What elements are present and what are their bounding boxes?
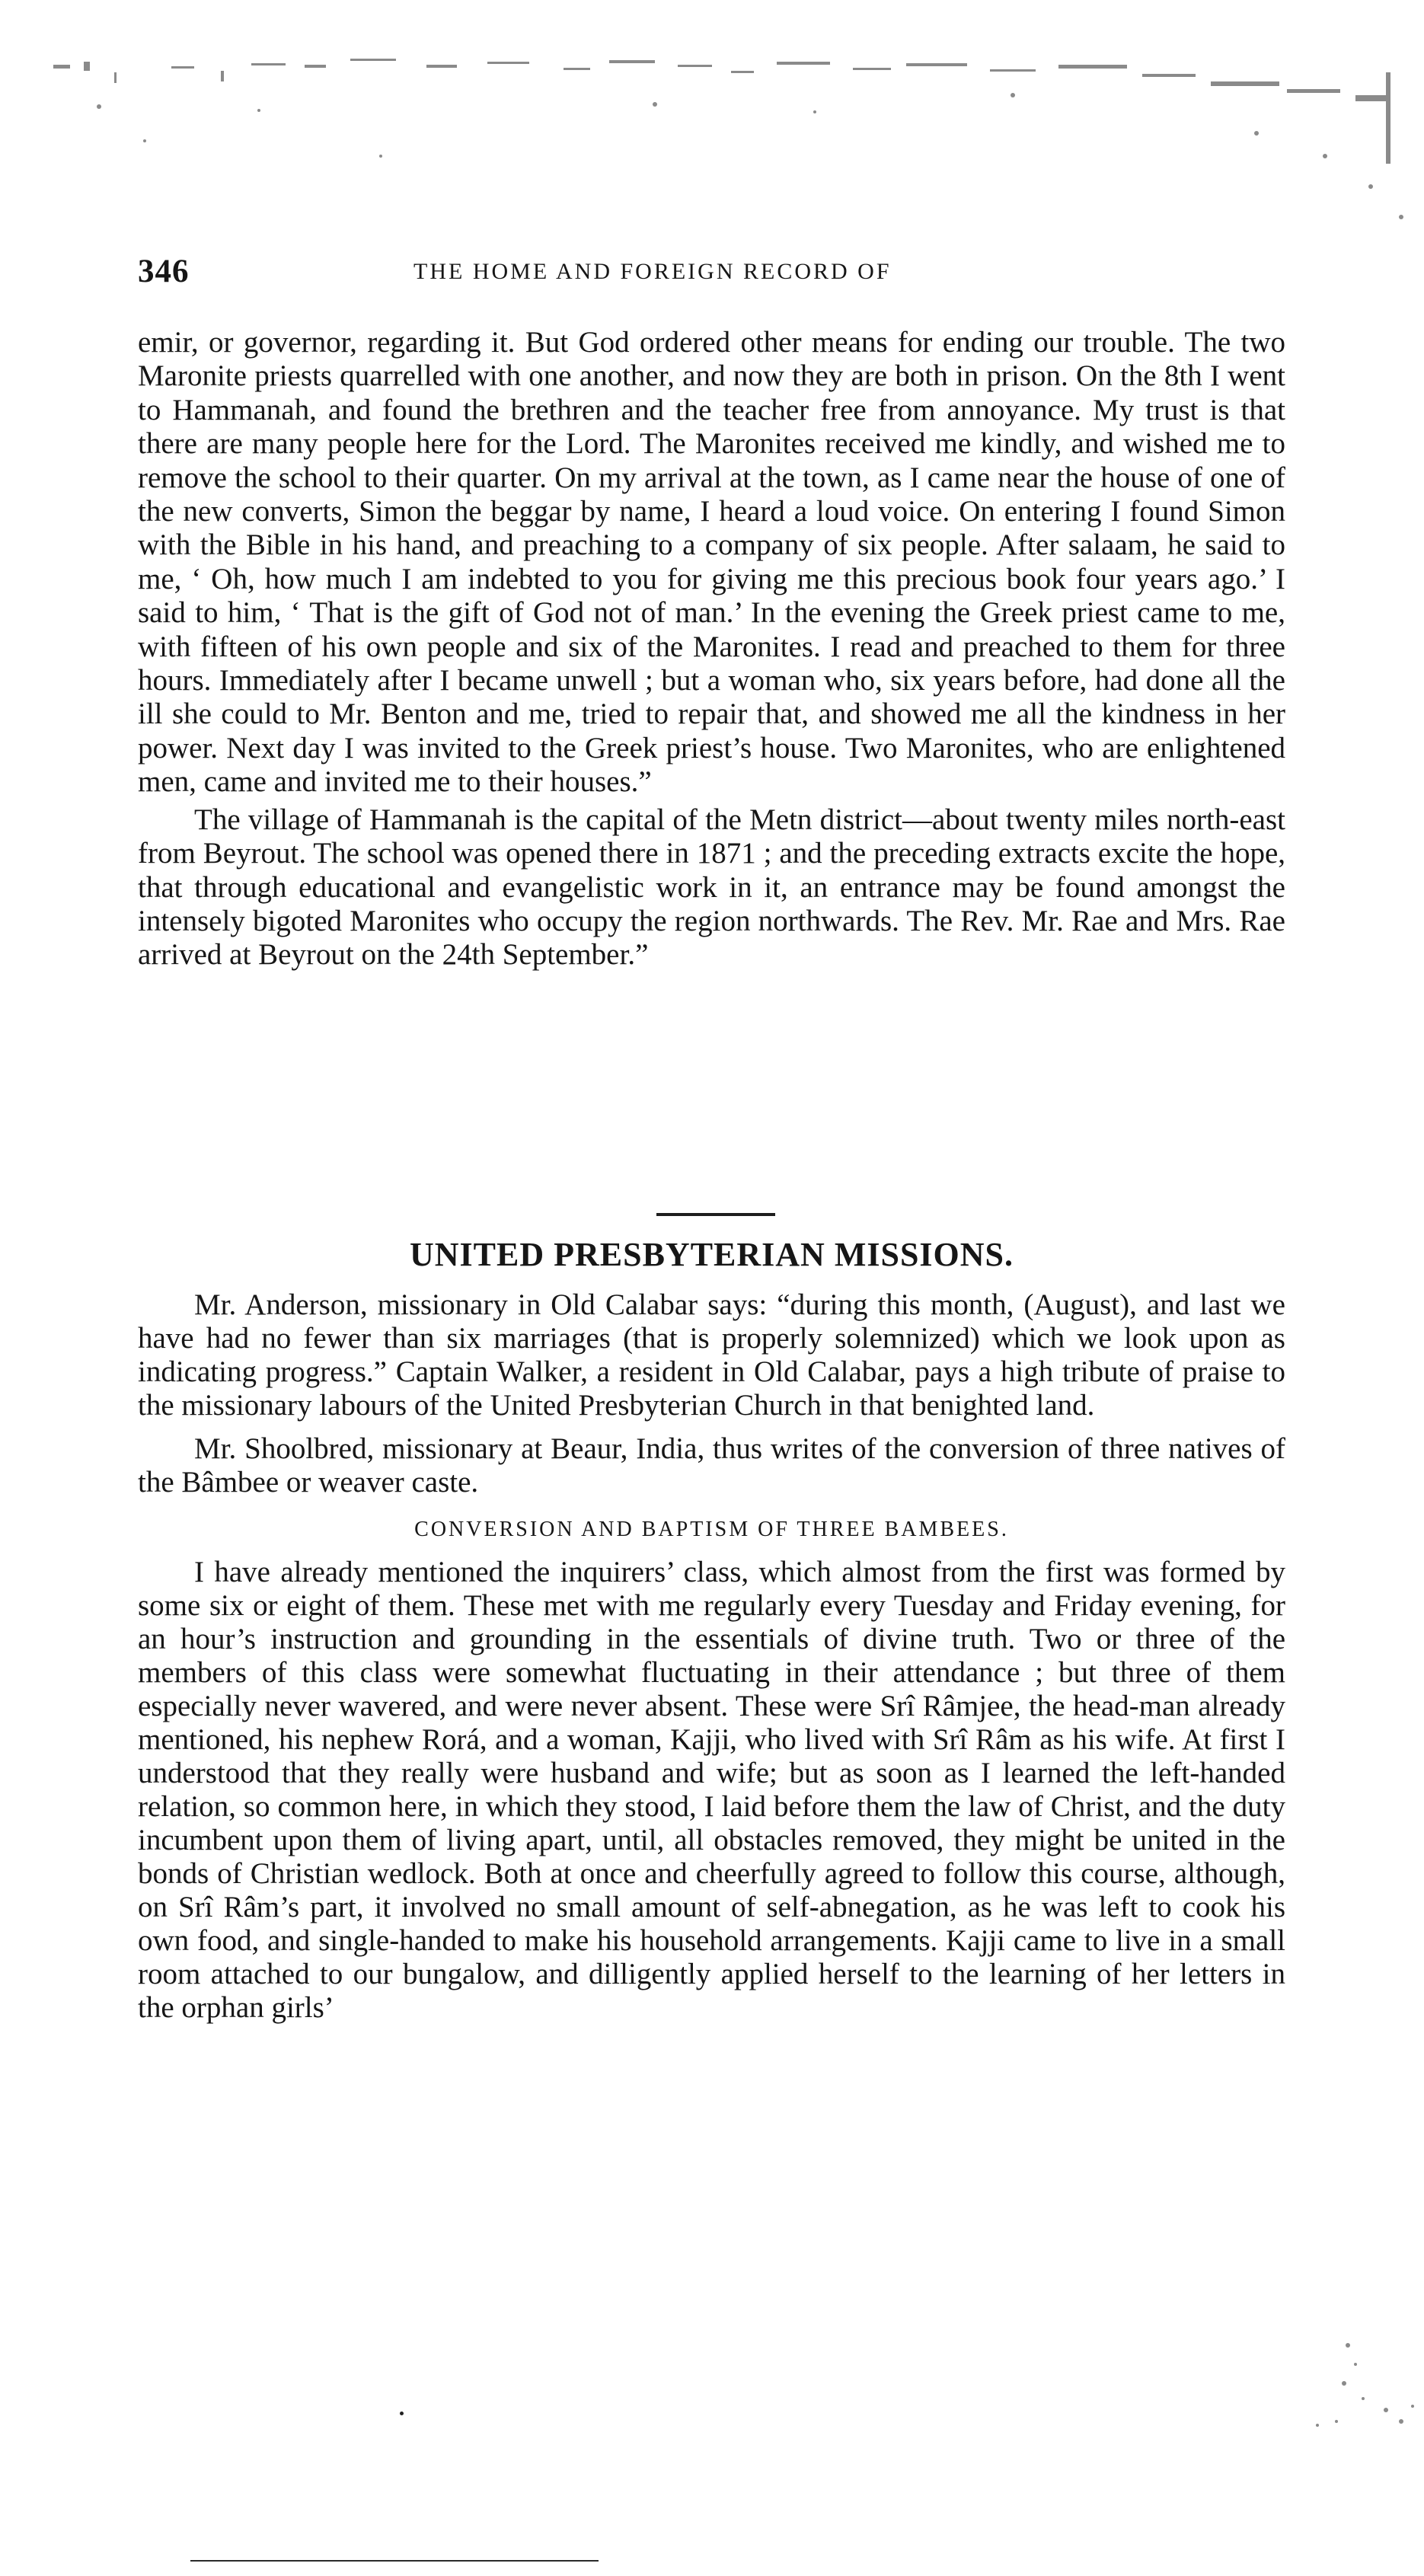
section-divider <box>656 1213 775 1216</box>
section-paragraph: Mr. Shoolbred, missionary at Beaur, India, thus writes of the conversion of three natives of the Bâmbee or weaver caste. <box>138 1432 1285 1499</box>
section-paragraph: Mr. Anderson, missionary in Old Calabar says: “during this month, (August), and last we have had no fewer than six marriages (that is properly solemnized) which we look upon as indicating progress.” Captain Walker, a resident in Old Calabar, pays a high tribute of praise to the missionary labours of the United Presbyterian Church in that benighted land. <box>138 1288 1285 1422</box>
scan-noise-specks <box>30 42 1424 240</box>
footer-rule <box>190 2560 599 2562</box>
body-paragraph: The village of Hammanah is the capital of the Metn district—about twenty miles north-east from Beyrout. The school was opened there in 1871 ; and the preceding extracts excite the hope, that through educational and evangelistic work in it, an entrance may be found amongst the intensely bigoted Maronites who occupy the region northwards. The Rev. Mr. Rae and Mrs. Rae arrived at Beyrout on the 24th September.” <box>138 803 1285 972</box>
body-paragraph: emir, or governor, regarding it. But God ordered other means for ending our trouble. The two Maronite priests quarrelled with one another, and now they are both in prison. On the 8th I went to Hammanah, and found the brethren and the teacher free from annoyance. My trust is that there are many people here for the Lord. The Maronites received me kindly, and wished me to remove the school to their quarter. On my arrival at the town, as I came near the house of one of the new converts, Simon the beggar by name, I heard a loud voice. On entering I found Simon with the Bible in his hand, and preaching to a company of six people. After salaam, he said to me, ‘ Oh, how much I am indebted to you for giving me this precious book four years ago.’ I said to him, ‘ That is the gift of God not of man.’ In the evening the Greek priest came to me, with fifteen of his own people and six of the Maronites. I read and preached to them for three hours. Immediately after I became unwell ; but a woman who, six years before, had done all the ill she could to Mr. Benton and me, tried to repair that, and showed me all the kindness in her power. Next day I was invited to the Greek priest’s house. Two Maronites, who are enlightened men, came and invited me to their houses.” <box>138 326 1285 799</box>
subheading: CONVERSION AND BAPTISM OF THREE BAMBEES. <box>414 1518 1009 1541</box>
page-header <box>138 253 1280 298</box>
section-paragraph: I have already mentioned the inquirers’ class, which almost from the first was formed by some six or eight of them. These met with me regularly every Tuesday and Friday evening, for an hour’s instruction and grounding in the essentials of divine truth. Two or three of the members of this class were somewhat fluctuating in their attendance ; but three of them especially never wavered, and were never absent. These were Srî Râmjee, the head-man already mentioned, his nephew Rorá, and a woman, Kajji, who lived with Srî Râm as his wife. At first I understood that they really were husband and wife; but as soon as I learned the left-handed relation, so common here, in which they stood, I laid before them the law of Christ, and the duty incumbent upon them of living apart, until, all obstacles removed, they might be united in the bonds of Christian wedlock. Both at once and cheerfully agreed to follow this course, although, on Srî Râm’s part, it involved no small amount of self-abnegation, as he was left to cook his own food, and single-handed to make his household arrangements. Kajji came to live in a small room attached to our bungalow, and dilligently applied herself to the learning of her letters in the orphan girls’ <box>138 1556 1285 2024</box>
running-head: THE HOME AND FOREIGN RECORD OF <box>413 259 892 284</box>
section-body <box>138 1288 1285 2025</box>
scan-dot <box>400 2412 404 2415</box>
section-title: UNITED PRESBYTERIAN MISSIONS. <box>409 1236 1014 1273</box>
page-number: 346 <box>138 254 190 289</box>
scan-noise-specks <box>1234 2330 1424 2452</box>
article-body <box>138 326 1285 972</box>
